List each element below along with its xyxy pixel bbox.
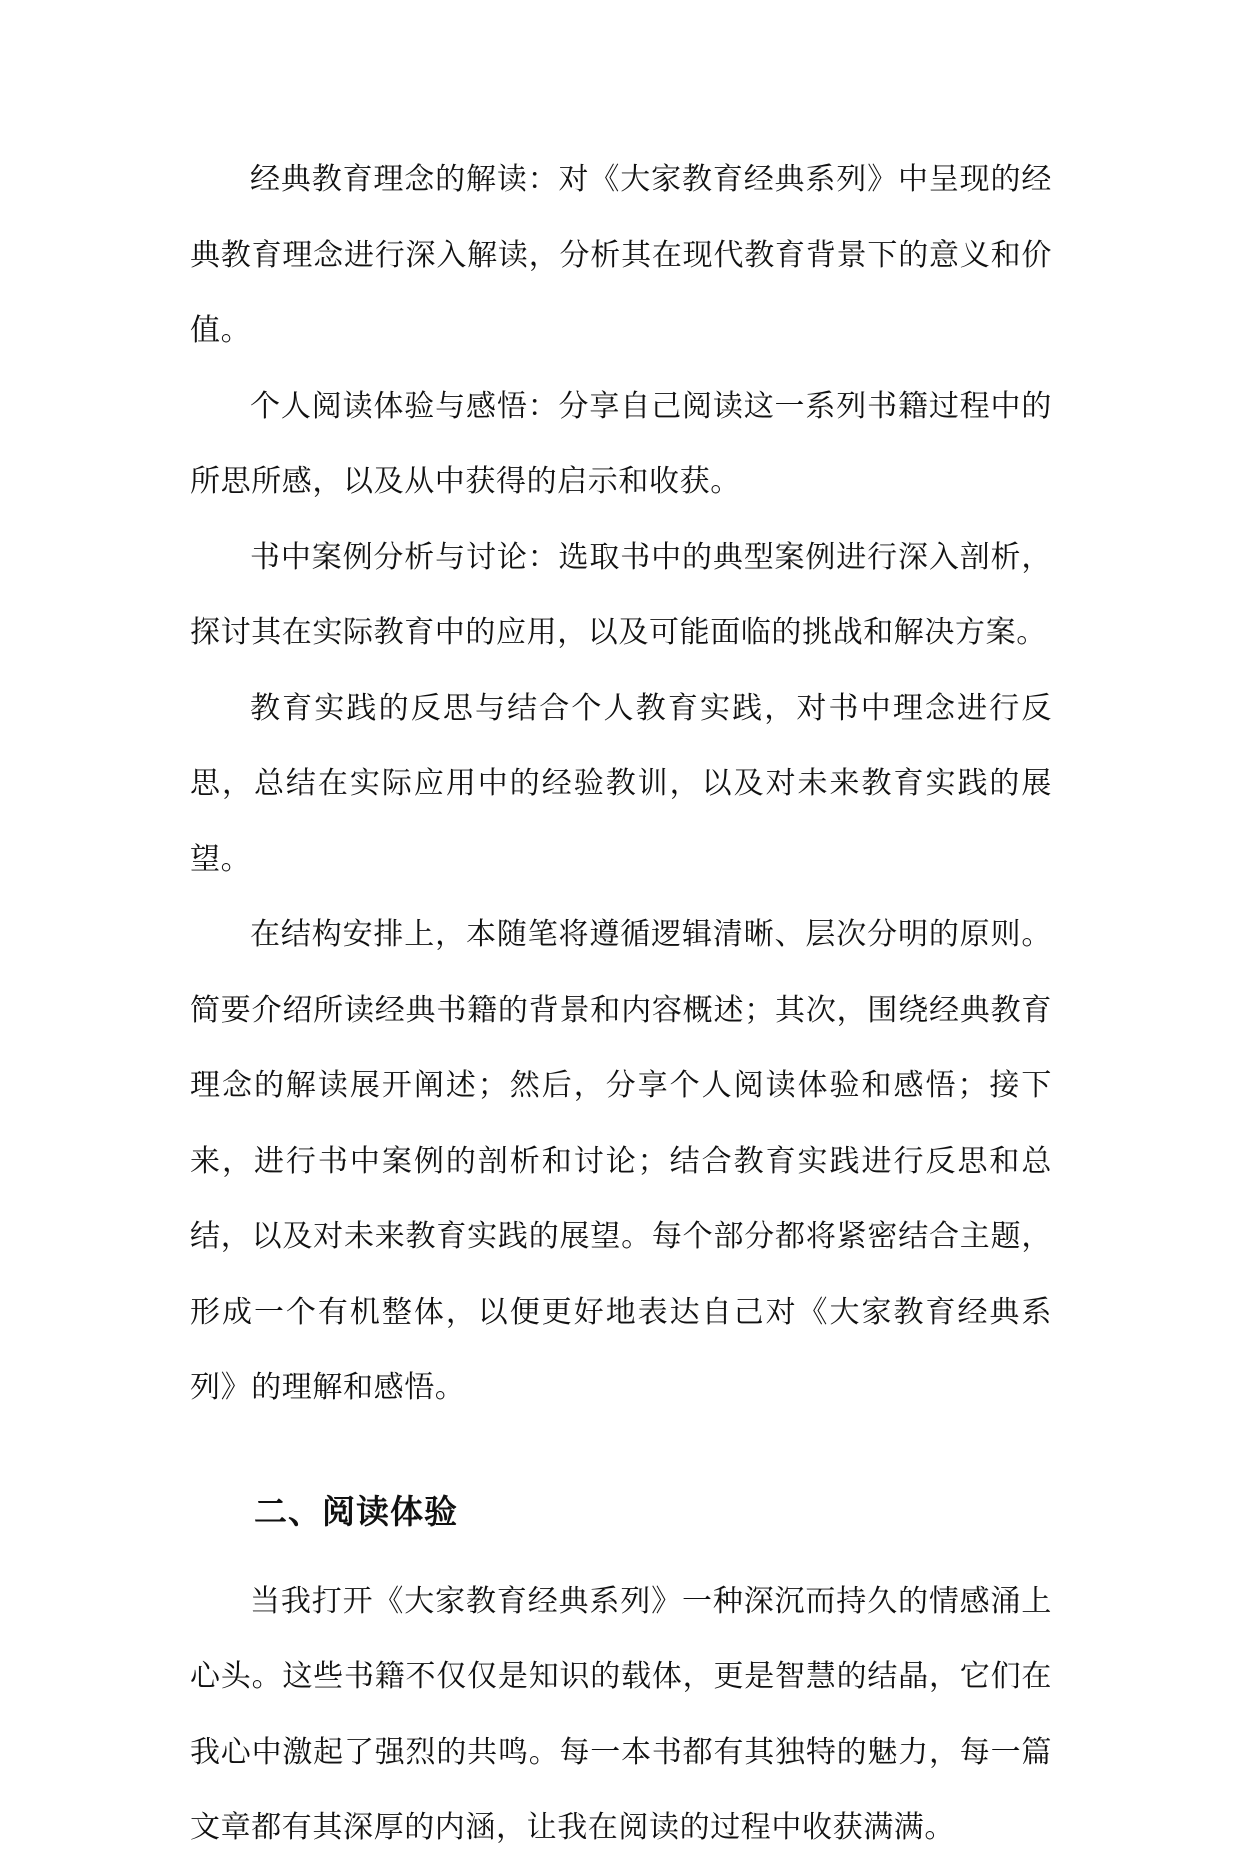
paragraph-case-analysis: 书中案例分析与讨论：选取书中的典型案例进行深入剖析，探讨其在实际教育中的应用，以及可能面临的挑战和解决方案。 xyxy=(190,539,1052,650)
paragraph-classic-concepts: 经典教育理念的解读：对《大家教育经典系列》中呈现的经典教育理念进行深入解读，分析其在现代教育背景下的意义和价值。 xyxy=(190,162,1052,348)
paragraph-personal-reading: 个人阅读体验与感悟：分享自己阅读这一系列书籍过程中的所思所感，以及从中获得的启示和收获。 xyxy=(190,388,1052,499)
section-heading: 二、阅读体验 xyxy=(254,1491,458,1531)
paragraph-structure: 在结构安排上，本随笔将遵循逻辑清晰、层次分明的原则。简要介绍所读经典书籍的背景和内容概述；其次，围绕经典教育理念的解读展开阐述；然后，分享个人阅读体验和感悟；接下来，进行书中案例的剖析和讨论；结合教育实践进行反思和总结，以及对未来教育实践的展望。每个部分都将紧密结合主题，形成一个有机整体，以便更好地表达自己对《大家教育经典系列》的理解和感悟。 xyxy=(190,917,1052,1405)
document-body xyxy=(190,142,1052,1866)
paragraph-reading-experience: 当我打开《大家教育经典系列》一种深沉而持久的情感涌上心头。这些书籍不仅仅是知识的载体，更是智慧的结晶，它们在我心中激起了强烈的共鸣。每一本书都有其独特的魅力，每一篇文章都有其深厚的内涵，让我在阅读的过程中收获满满。 xyxy=(190,1583,1052,1845)
paragraph-practice-reflection: 教育实践的反思与结合个人教育实践，对书中理念进行反思，总结在实际应用中的经验教训，以及对未来教育实践的展望。 xyxy=(190,690,1052,877)
